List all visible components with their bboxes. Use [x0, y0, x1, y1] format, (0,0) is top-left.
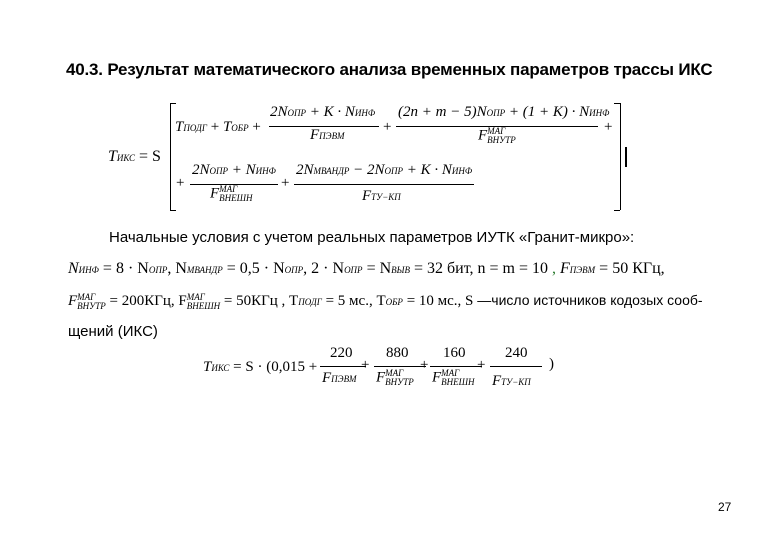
right-bracket	[620, 103, 621, 210]
left-bracket	[170, 103, 171, 210]
result-frac1-num: 220	[330, 345, 353, 361]
row1-plus3: +	[383, 119, 392, 135]
formula-lhs	[108, 148, 161, 166]
result-plus1: +	[361, 357, 370, 373]
section-title: 40.3. Результат математического анализа временных параметров трассы ИКС	[66, 60, 713, 79]
conditions-line-1: NИНФ = 8 · NОПР, NМВАНДР = 0,5 · NОПР, 2 · NОПР = NВЫВ = 32 бит, n = m = 10 , FПЭВМ = 50 КГц,	[68, 260, 665, 277]
frac4-denominator: FТУ−КП	[362, 188, 401, 204]
frac4-line	[294, 184, 474, 185]
eq-s: = S	[138, 148, 161, 165]
initial-conditions-text: Начальные условия с учетом реальных параметров ИУТК «Гранит-микро»:	[109, 229, 635, 246]
conditions-line-3: щений (ИКС)	[68, 323, 158, 340]
frac2-numerator: (2n + m − 5)NОПР + (1 + K) · NИНФ	[398, 104, 610, 120]
frac3-numerator: 2NОПР + NИНФ	[192, 162, 276, 178]
frac4-numerator: 2NМВАНДР − 2NОПР + K · NИНФ	[296, 162, 473, 178]
result-frac2-line	[374, 366, 426, 367]
result-plus3: +	[477, 357, 486, 373]
frac3-denominator: F МАГ ВНЕШН	[210, 184, 253, 203]
result-frac1-line	[320, 366, 366, 367]
frac1-denominator: FПЭВМ	[310, 127, 345, 143]
frac1-numerator: 2NОПР + K · NИНФ	[270, 104, 376, 120]
right-bracket-bottom	[614, 210, 620, 211]
result-frac2-num: 880	[386, 345, 409, 361]
row1-terms: TПОДГ + TОБР +	[175, 119, 261, 135]
right-bracket-top	[614, 103, 620, 104]
result-plus2: +	[420, 357, 429, 373]
conditions-line-2: F МАГ ВНУТР = 200КГц, F МАГ ВНЕШН = 50КГц , TПОДГ = 5 мс., TОБР = 10 мс., S —число источников кодозых сооб-	[68, 291, 703, 311]
right-thick-mark	[625, 147, 627, 167]
result-close-paren: )	[549, 356, 554, 372]
page-number: 27	[718, 500, 732, 514]
result-frac3-line	[430, 366, 482, 367]
result-frac3-den: F МАГ ВНЕШН	[432, 368, 475, 387]
result-frac4-num: 240	[505, 345, 528, 361]
row1-plus4: +	[604, 119, 613, 135]
lhs-subscript: ИКС	[116, 153, 135, 163]
row2-plus2: +	[281, 175, 290, 191]
result-frac1-den: FПЭВМ	[322, 370, 357, 386]
left-bracket-bottom	[170, 210, 176, 211]
frac2-denominator: F МАГ ВНУТР	[478, 126, 516, 145]
result-frac3-num: 160	[443, 345, 466, 361]
result-frac4-den: FТУ−КП	[492, 373, 531, 389]
result-frac4-line	[490, 366, 542, 367]
left-bracket-top	[170, 103, 176, 104]
lhs-symbol: T	[108, 148, 117, 165]
result-lhs: TИКС = S · (0,015 +	[203, 359, 318, 375]
row2-plus1: +	[176, 175, 185, 191]
result-frac2-den: F МАГ ВНУТР	[376, 368, 414, 387]
